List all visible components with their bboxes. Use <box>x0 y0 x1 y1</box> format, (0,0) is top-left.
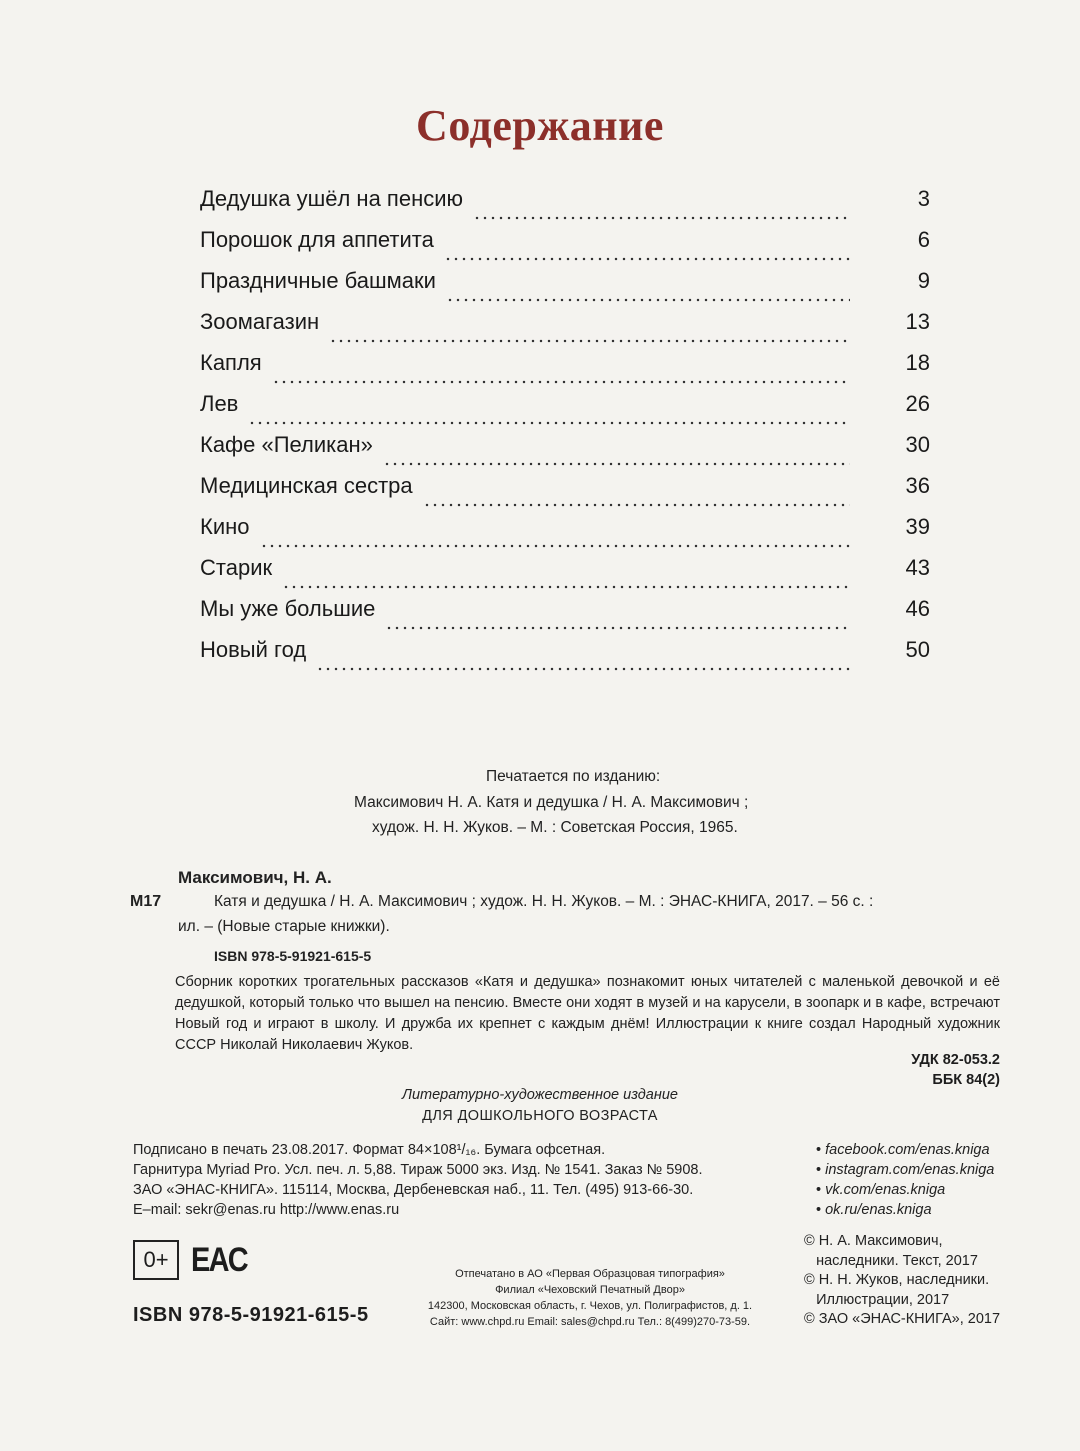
printer-line: 142300, Московская область, г. Чехов, ул. Полиграфистов, д. 1. <box>427 1300 753 1312</box>
biblio-description: Катя и дедушка / Н. А. Максимович ; худож. Н. Н. Жуков. – М. : ЭНАС-КНИГА, 2017. – 56 с. : <box>214 893 874 910</box>
imprint-line: Подписано в печать 23.08.2017. Формат 84×108¹/₁₆. Бумага офсетная. <box>133 1142 606 1158</box>
toc-row <box>200 473 930 514</box>
toc-label: Медицинская сестра <box>200 473 413 498</box>
toc-label: Кафе «Пеликан» <box>200 432 373 457</box>
copyright-line: © Н. Н. Жуков, наследники. <box>804 1272 990 1288</box>
toc-leader-dots <box>423 503 850 507</box>
isbn-record: ISBN 978-5-91921-615-5 <box>214 948 372 964</box>
imprint-line: Гарнитура Myriad Pro. Усл. печ. л. 5,88. Тираж 5000 экз. Изд. № 1541. Заказ № 5908. <box>133 1162 703 1178</box>
toc-page-number: 30 <box>905 432 930 457</box>
toc-page-number: 9 <box>917 268 930 293</box>
isbn-barcode-label: ISBN 978-5-91921-615-5 <box>133 1304 369 1326</box>
toc-page-number: 18 <box>905 350 930 375</box>
social-links <box>816 1140 994 1220</box>
imprint-line: E–mail: sekr@enas.ru http://www.enas.ru <box>133 1202 400 1218</box>
toc-label: Старик <box>200 555 273 580</box>
toc-label: Зоомагазин <box>200 309 320 334</box>
toc-leader-dots <box>329 339 850 343</box>
toc-leader-dots <box>272 380 850 384</box>
toc-row <box>200 637 930 678</box>
toc-page-number: 13 <box>905 309 930 334</box>
book-annotation: Сборник коротких трогательных рассказов «Катя и дедушка» познакомит юных читателей с маленькой девочкой и её дедушкой, который только что вышел на пенсию. Вместе они ходят в музей и на карусели, в зоопарк и в кафе, встречают Новый год и играют в школу. И дружба их крепнет с каждым днём! Иллюстрации к книге создал Народный художник СССР Николай Николаевич Жуков. <box>175 974 1000 1053</box>
page-title: Содержание <box>416 101 664 150</box>
biblio-description: ил. – (Новые старые книжки). <box>178 918 390 935</box>
toc-leader-dots <box>446 298 850 302</box>
edition-type: Литературно-художественное издание <box>402 1087 678 1103</box>
toc-label: Порошок для аппетита <box>200 227 434 252</box>
source-heading: Печатается по изданию: <box>486 768 661 785</box>
toc-leader-dots <box>316 667 850 671</box>
author-code: М17 <box>130 893 162 910</box>
toc-row <box>200 186 930 227</box>
toc-label: Капля <box>200 350 262 375</box>
printer-info <box>380 1266 800 1330</box>
printer-line: Отпечатано в АО «Первая Образцовая типография» <box>455 1268 725 1280</box>
classification-codes <box>911 1050 1000 1090</box>
toc-page-number: 50 <box>905 637 930 662</box>
toc-leader-dots <box>248 421 850 425</box>
toc-row <box>200 268 930 309</box>
toc-row <box>200 596 930 637</box>
toc-page-number: 36 <box>905 473 930 498</box>
imprint-block <box>133 1140 703 1220</box>
eac-mark-icon: EAC <box>191 1241 247 1279</box>
toc-page-number: 43 <box>905 555 930 580</box>
toc-row <box>200 309 930 350</box>
age-group: ДЛЯ ДОШКОЛЬНОГО ВОЗРАСТА <box>422 1108 658 1124</box>
toc-row <box>200 391 930 432</box>
toc-label: Мы уже большие <box>200 596 376 621</box>
toc-page-number: 26 <box>905 391 930 416</box>
toc-leader-dots <box>383 462 850 466</box>
toc-label: Кино <box>200 514 250 539</box>
toc-leader-dots <box>260 544 851 548</box>
toc-leader-dots <box>385 626 850 630</box>
toc-leader-dots <box>444 257 850 261</box>
udk-code: УДК 82-053.2 <box>911 1052 1000 1068</box>
social-link: • instagram.com/enas.kniga <box>816 1160 994 1180</box>
toc-page-number: 39 <box>905 514 930 539</box>
copyright-block <box>804 1232 1000 1330</box>
toc-page-number: 3 <box>917 186 930 211</box>
copyright-line: наследники. Текст, 2017 <box>804 1252 978 1269</box>
author-heading: Максимович, Н. А. <box>178 868 332 887</box>
table-of-contents <box>200 186 930 678</box>
toc-label: Лев <box>200 391 239 416</box>
toc-leader-dots <box>473 216 850 220</box>
toc-label: Праздничные башмаки <box>200 268 436 293</box>
printer-line: Филиал «Чеховский Печатный Двор» <box>495 1284 685 1296</box>
social-link: • ok.ru/enas.kniga <box>816 1200 994 1220</box>
printer-line: Сайт: www.chpd.ru Email: sales@chpd.ru Тел.: 8(499)270-73-59. <box>429 1316 751 1328</box>
toc-row <box>200 432 930 473</box>
toc-page-number: 6 <box>917 227 930 252</box>
copyright-line: © Н. А. Максимович, <box>804 1233 943 1249</box>
toc-row <box>200 227 930 268</box>
source-line: худож. Н. Н. Жуков. – М. : Советская Россия, 1965. <box>372 819 738 836</box>
social-link: • vk.com/enas.kniga <box>816 1180 994 1200</box>
toc-row <box>200 555 930 596</box>
imprint-line: ЗАО «ЭНАС-КНИГА». 115114, Москва, Дербеневская наб., 11. Тел. (495) 913-66-30. <box>133 1182 694 1198</box>
bbk-code: ББК 84(2) <box>932 1072 1000 1088</box>
age-rating-badge: 0+ <box>133 1240 179 1280</box>
toc-label: Новый год <box>200 637 307 662</box>
social-link: • facebook.com/enas.kniga <box>816 1140 994 1160</box>
source-line: Максимович Н. А. Катя и дедушка / Н. А. Максимович ; <box>354 794 749 811</box>
toc-leader-dots <box>282 585 850 589</box>
copyright-line: Иллюстрации, 2017 <box>804 1291 950 1308</box>
toc-row <box>200 350 930 391</box>
copyright-line: © ЗАО «ЭНАС-КНИГА», 2017 <box>804 1311 1001 1327</box>
toc-page-number: 46 <box>905 596 930 621</box>
toc-label: Дедушка ушёл на пенсию <box>200 186 464 211</box>
toc-row <box>200 514 930 555</box>
